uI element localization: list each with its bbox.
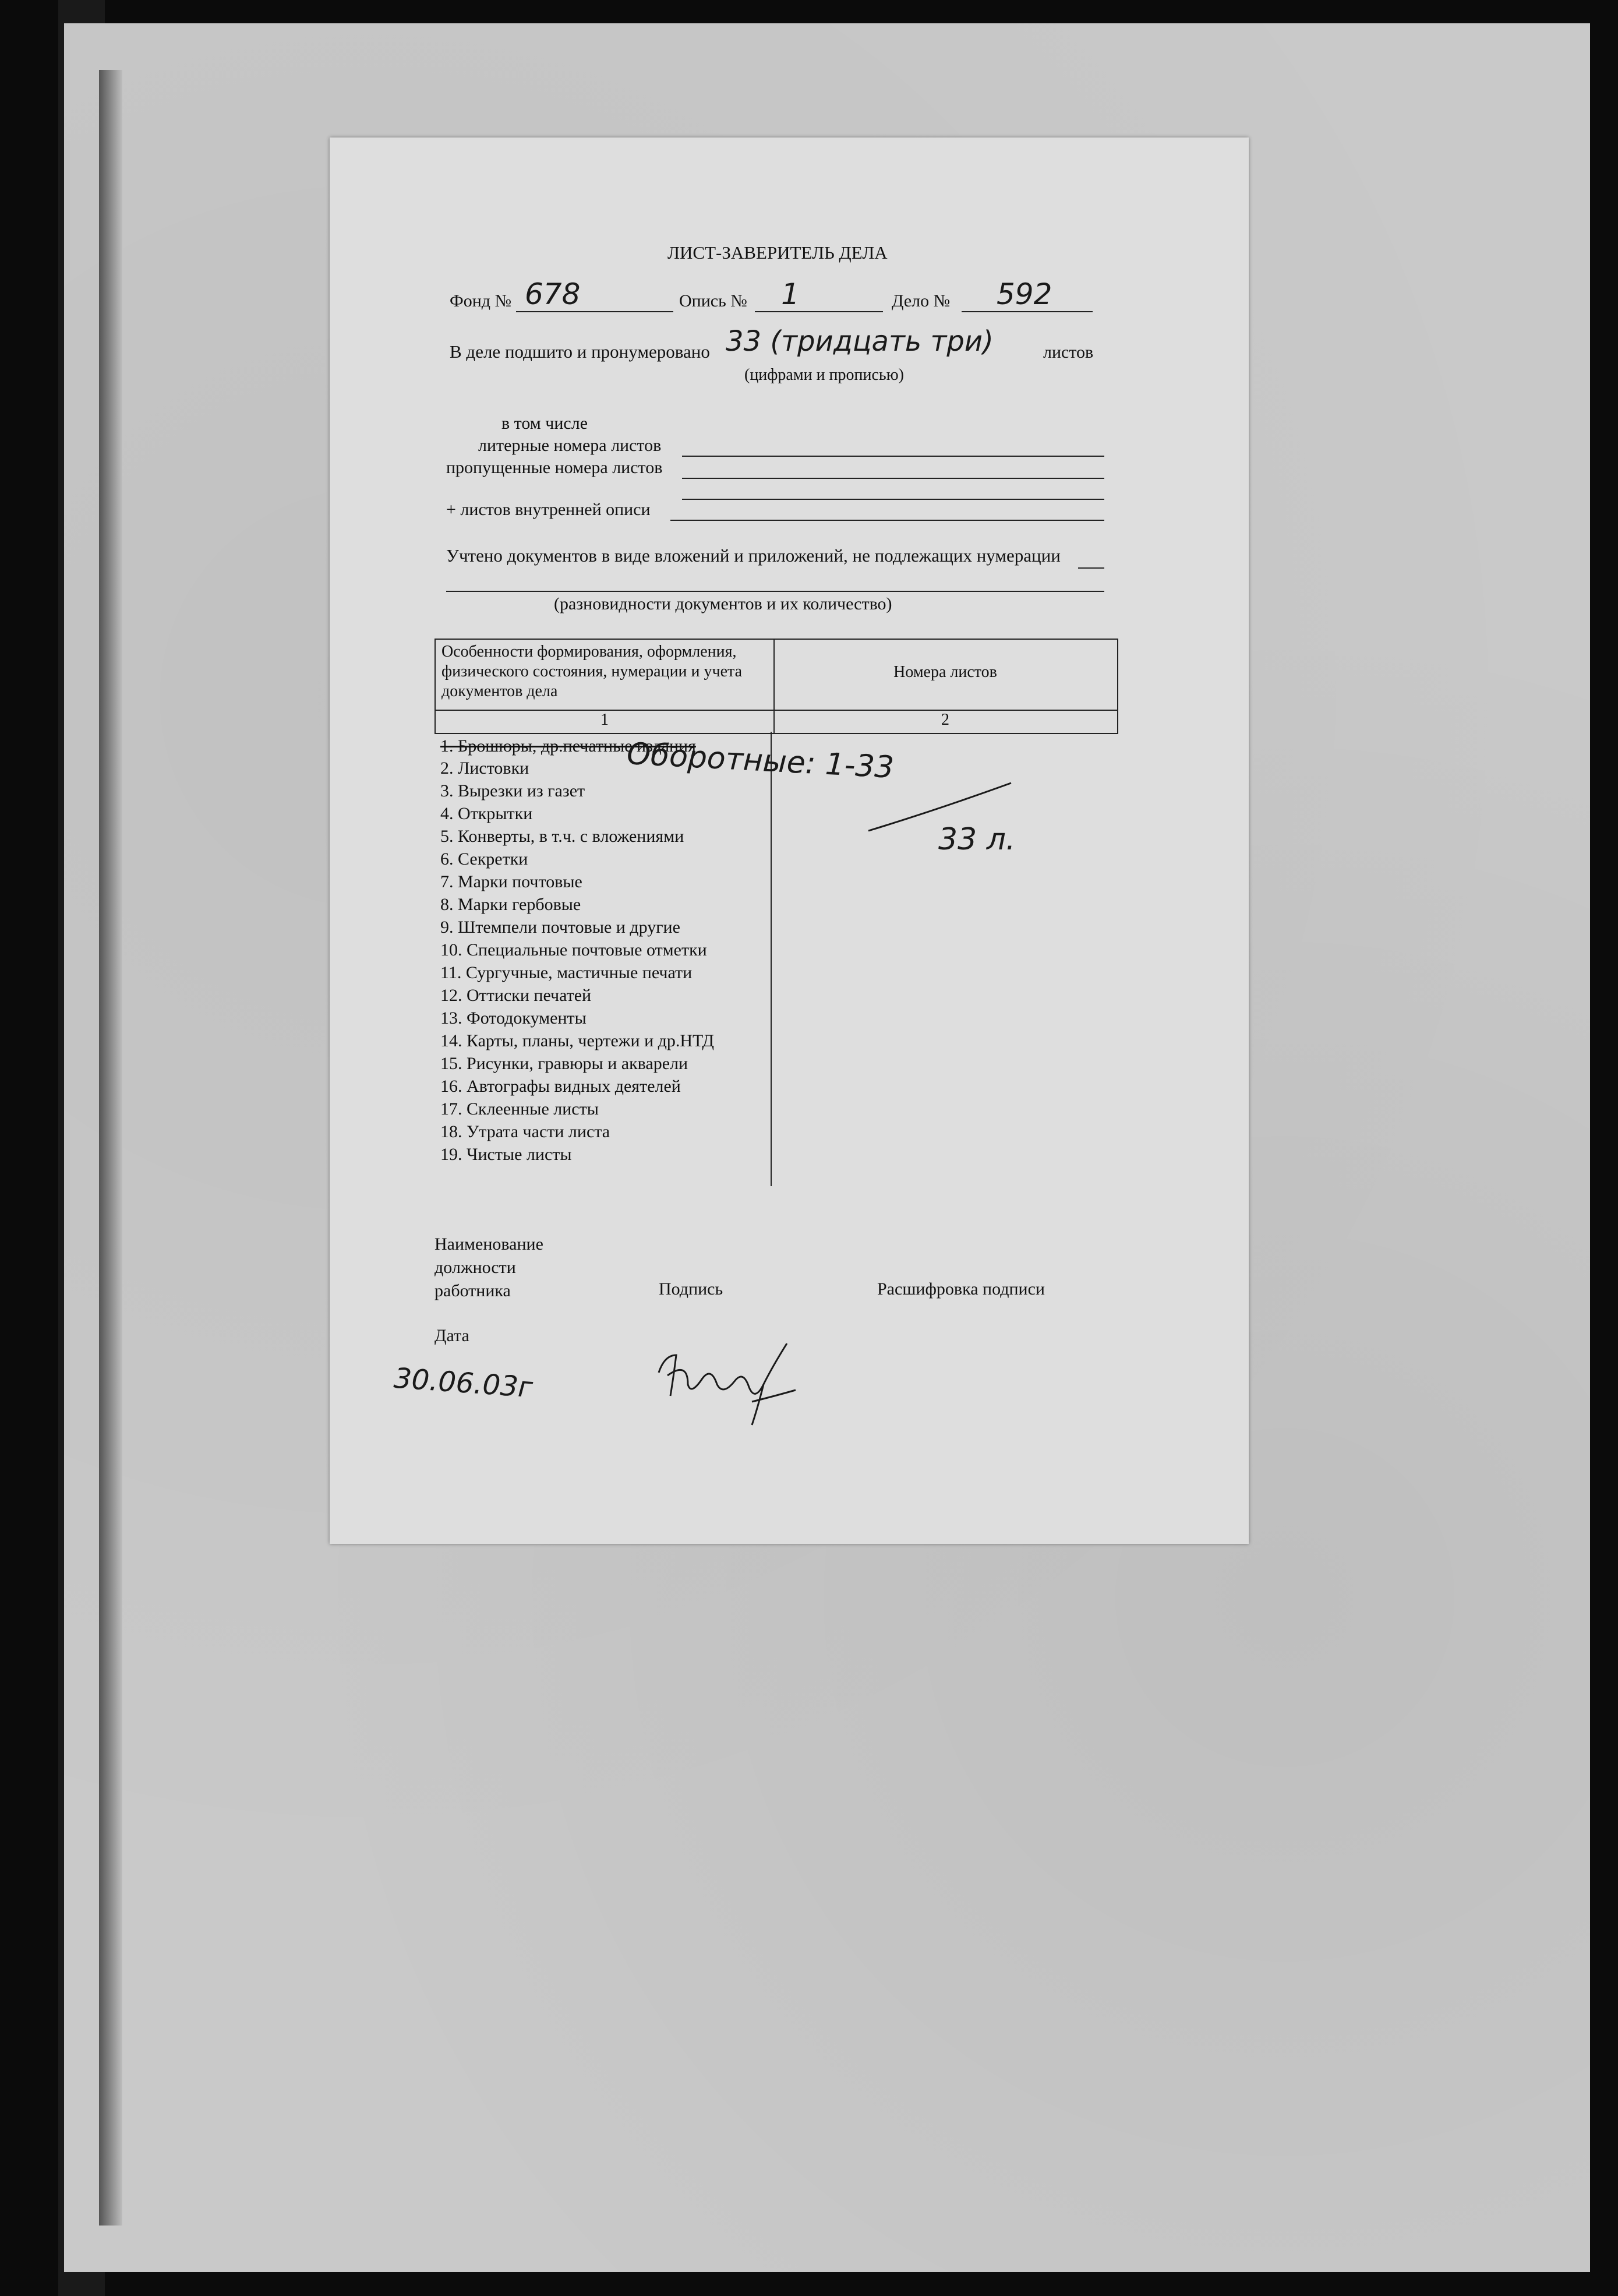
delo-label: Дело № (892, 291, 951, 311)
list-item: 17. Склеенные листы (440, 1099, 599, 1119)
fond-value: 678 (525, 277, 581, 311)
handwritten-signature (647, 1332, 799, 1431)
sewn-suffix: листов (1043, 343, 1094, 362)
list-item: 7. Марки почтовые (440, 872, 582, 891)
list-item: 16. Автографы видных деятелей (440, 1077, 681, 1096)
certification-sheet (330, 137, 1249, 1544)
types-hint: (разновидности документов и их количество) (554, 594, 892, 613)
list-item: 10. Специальные почтовые отметки (440, 940, 707, 960)
list-item: 15. Рисунки, гравюры и акварели (440, 1054, 688, 1073)
accounted-line-2 (446, 591, 1104, 592)
opis-value: 1 (781, 277, 800, 311)
inner-line (670, 520, 1104, 521)
date-label: Дата (434, 1326, 469, 1345)
fond-line (516, 311, 673, 312)
list-item: 8. Марки гербовые (440, 895, 581, 914)
list-item: 9. Штемпели почтовые и другие (440, 918, 680, 937)
list-item: 4. Открытки (440, 804, 533, 823)
position-label-line: работника (434, 1281, 511, 1300)
list-item: 12. Оттиски печатей (440, 986, 592, 1005)
list-item: 14. Карты, планы, чертежи и др.НТД (440, 1031, 714, 1050)
col2-header: Номера листов (893, 663, 997, 681)
opis-line (755, 311, 883, 312)
position-label-line: Наименование (434, 1235, 543, 1254)
accounted-line (1078, 567, 1104, 569)
inner-label: + листов внутренней описи (446, 500, 651, 519)
sewn-value: 33 (тридцать три) (726, 325, 994, 358)
skipped-line-2 (682, 499, 1104, 500)
list-item: 5. Конверты, в т.ч. с вложениями (440, 827, 684, 846)
including-label: в том числе (501, 414, 588, 433)
form-title: ЛИСТ-ЗАВЕРИТЕЛЬ ДЕЛА (667, 242, 888, 263)
date-value: 30.06.03г (393, 1362, 534, 1405)
literal-label: литерные номера листов (478, 436, 662, 455)
handwritten-total: 33 л. (938, 822, 1016, 857)
position-label (434, 1233, 543, 1303)
skipped-line (682, 478, 1104, 479)
accounted-label: Учтено документов в виде вложений и приложений, не подлежащих нумерации (446, 545, 1061, 566)
features-table (434, 639, 1118, 734)
sewn-hint: (цифрами и прописью) (744, 366, 904, 384)
signature-label: Подпись (659, 1279, 723, 1299)
literal-line (682, 456, 1104, 457)
list-item: 6. Секретки (440, 849, 528, 869)
skipped-label: пропущенные номера листов (446, 458, 663, 477)
col1-number: 1 (600, 711, 609, 729)
delo-line (962, 311, 1093, 312)
decoding-label: Расшифровка подписи (877, 1279, 1045, 1299)
table-column-line (771, 732, 772, 1186)
list-item: 2. Листовки (440, 759, 529, 778)
handwritten-note: Оборотные: 1-33 (626, 736, 895, 785)
col2-number: 2 (941, 711, 949, 729)
position-label-line: должности (434, 1258, 516, 1277)
list-item: 11. Сургучные, мастичные печати (440, 963, 693, 982)
list-item: 3. Вырезки из газет (440, 781, 585, 800)
col1-header: Особенности формирования, оформления, физического состояния, нумерации и учета документов дела (441, 643, 743, 700)
delo-value: 592 (997, 277, 1052, 311)
folder-binding (99, 70, 122, 2226)
fond-label: Фонд № (450, 291, 512, 311)
sewn-label: В деле подшито и пронумеровано (450, 341, 710, 362)
list-item: 1. Брошюры, др.печатные издания (440, 736, 696, 756)
list-item: 13. Фотодокументы (440, 1008, 587, 1028)
list-item: 18. Утрата части листа (440, 1122, 610, 1141)
opis-label: Опись № (679, 291, 747, 311)
list-item: 19. Чистые листы (440, 1145, 572, 1164)
